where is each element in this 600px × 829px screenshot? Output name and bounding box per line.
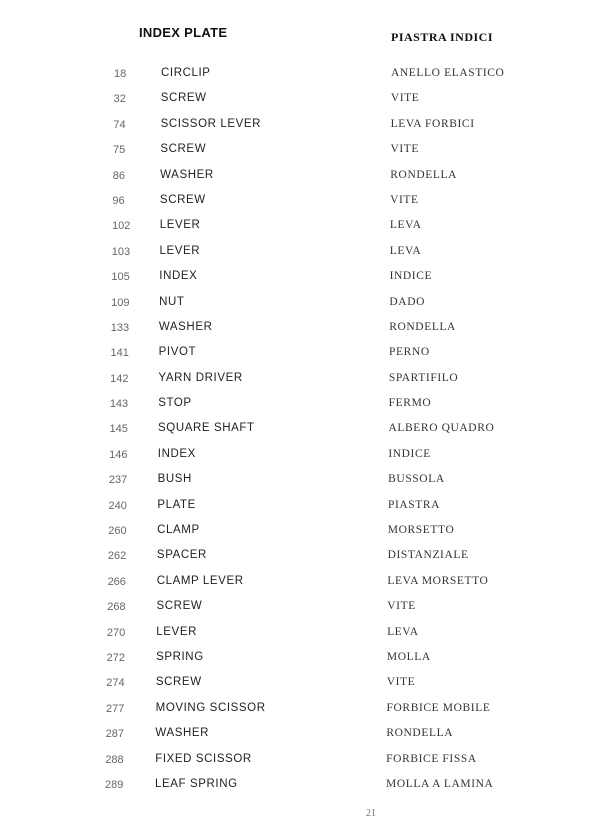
table-row	[0, 239, 600, 264]
part-name-english: CLAMP	[157, 524, 200, 537]
part-number: 103	[111, 245, 131, 258]
part-number: 143	[109, 398, 129, 411]
table-row	[0, 518, 600, 543]
parts-table	[0, 61, 600, 797]
part-number: 102	[112, 220, 131, 233]
part-name-italian: RONDELLA	[390, 168, 458, 181]
part-number: 288	[105, 753, 124, 766]
table-row	[0, 772, 600, 797]
table-row	[0, 467, 600, 492]
part-name-italian: DISTANZIALE	[387, 549, 469, 562]
part-name-italian: MORSETTO	[387, 524, 455, 537]
table-row	[0, 696, 600, 721]
part-name-english: FIXED SCISSOR	[155, 752, 252, 765]
italian-column-header: PIASTRA INDICI	[391, 30, 494, 44]
table-row	[0, 747, 600, 772]
part-name-italian: VITE	[390, 92, 420, 105]
part-number: 142	[110, 372, 129, 385]
part-name-english: BUSH	[157, 473, 192, 486]
table-row	[0, 137, 600, 162]
part-number: 133	[110, 321, 130, 334]
table-row	[0, 340, 600, 365]
table-row	[0, 416, 600, 441]
part-name-english: LEVER	[159, 244, 201, 257]
part-name-english: SQUARE SHAFT	[158, 422, 255, 435]
table-row	[0, 721, 600, 746]
table-row	[0, 213, 600, 238]
table-row	[0, 543, 600, 568]
part-number: 270	[106, 626, 126, 639]
part-name-english: PIVOT	[158, 346, 197, 359]
part-number: 18	[114, 68, 127, 80]
table-row	[0, 670, 600, 695]
part-name-english: PLATE	[157, 498, 196, 511]
part-number: 74	[113, 118, 126, 131]
table-row	[0, 112, 600, 137]
part-name-english: MOVING SCISSOR	[155, 701, 266, 714]
table-row	[0, 391, 600, 416]
part-name-italian: MOLLA	[386, 650, 431, 663]
part-name-italian: LEVA	[389, 219, 422, 232]
part-name-english: LEVER	[156, 625, 197, 638]
table-row	[0, 163, 600, 188]
table-row	[0, 61, 600, 86]
part-name-italian: INDICE	[388, 447, 431, 460]
table-row	[0, 645, 600, 670]
part-name-italian: FORBICE MOBILE	[386, 701, 491, 714]
part-name-english: YARN DRIVER	[158, 371, 243, 384]
part-name-english: SCREW	[156, 600, 203, 613]
table-row	[0, 290, 600, 315]
part-number: 237	[108, 474, 128, 487]
table-row	[0, 188, 600, 213]
part-name-italian: VITE	[390, 193, 419, 206]
part-number: 145	[109, 423, 128, 436]
part-name-english: CLAMP LEVER	[156, 574, 244, 587]
part-number: 287	[105, 728, 124, 741]
part-name-english: SPRING	[156, 650, 204, 663]
part-name-english: NUT	[159, 295, 185, 308]
part-name-english: STOP	[158, 397, 192, 410]
table-row	[0, 594, 600, 619]
table-row	[0, 493, 600, 518]
part-name-italian: PIASTRA	[387, 498, 441, 511]
part-number: 266	[107, 575, 126, 588]
part-name-italian: BUSSOLA	[388, 473, 445, 486]
part-name-italian: SPARTIFILO	[388, 371, 459, 384]
part-number: 260	[108, 525, 127, 538]
part-number: 272	[106, 651, 125, 664]
part-name-english: SCREW	[155, 676, 202, 689]
part-name-italian: INDICE	[389, 270, 433, 283]
part-name-italian: RONDELLA	[389, 320, 456, 333]
part-number: 146	[109, 448, 128, 461]
table-row	[0, 86, 600, 111]
part-number: 262	[107, 550, 127, 563]
part-name-italian: FERMO	[388, 397, 432, 410]
part-name-english: CIRCLIP	[161, 67, 211, 79]
part-name-english: WASHER	[160, 168, 214, 181]
table-row	[0, 442, 600, 467]
part-number: 289	[105, 778, 124, 791]
part-name-english: WASHER	[158, 320, 213, 333]
part-number: 109	[111, 296, 130, 309]
part-name-english: SCREW	[160, 143, 207, 156]
part-name-english: WASHER	[155, 727, 210, 740]
part-number: 240	[108, 499, 127, 512]
part-number: 141	[110, 347, 129, 360]
table-row	[0, 315, 600, 340]
page-number: 21	[366, 808, 376, 819]
part-number: 268	[107, 601, 126, 614]
part-name-english: SCISSOR LEVER	[160, 117, 262, 130]
part-name-italian: RONDELLA	[386, 727, 454, 740]
part-number: 96	[112, 194, 125, 207]
part-name-italian: DADO	[389, 295, 426, 308]
part-number: 105	[111, 271, 130, 284]
part-name-italian: LEVA MORSETTO	[387, 574, 489, 587]
part-number: 274	[106, 677, 125, 690]
part-name-italian: LEVA	[389, 244, 422, 257]
table-row	[0, 264, 600, 289]
part-number: 75	[113, 144, 126, 157]
english-column-header: INDEX PLATE	[139, 25, 228, 40]
part-name-italian: ANELLO ELASTICO	[391, 67, 505, 79]
table-row	[0, 569, 600, 594]
part-name-english: LEAF SPRING	[155, 777, 238, 790]
part-name-english: SPACER	[156, 549, 207, 562]
part-name-italian: LEVA FORBICI	[390, 117, 475, 130]
part-name-english: SCREW	[159, 193, 206, 206]
part-name-italian: ALBERO QUADRO	[388, 422, 495, 435]
part-number: 277	[105, 702, 125, 715]
part-name-italian: VITE	[390, 143, 420, 156]
part-name-english: SCREW	[160, 92, 207, 105]
part-number: 86	[112, 169, 125, 182]
part-name-english: INDEX	[159, 270, 198, 283]
part-name-italian: VITE	[386, 676, 416, 689]
table-row	[0, 366, 600, 391]
part-name-italian: FORBICE FISSA	[386, 752, 477, 765]
part-name-italian: PERNO	[389, 346, 430, 359]
part-number: 32	[113, 93, 126, 106]
part-name-italian: LEVA	[387, 625, 419, 638]
part-name-italian: MOLLA A LAMINA	[386, 777, 494, 790]
part-name-italian: VITE	[387, 600, 416, 613]
table-row	[0, 620, 600, 645]
part-name-english: LEVER	[159, 219, 201, 232]
part-name-english: INDEX	[157, 447, 196, 460]
